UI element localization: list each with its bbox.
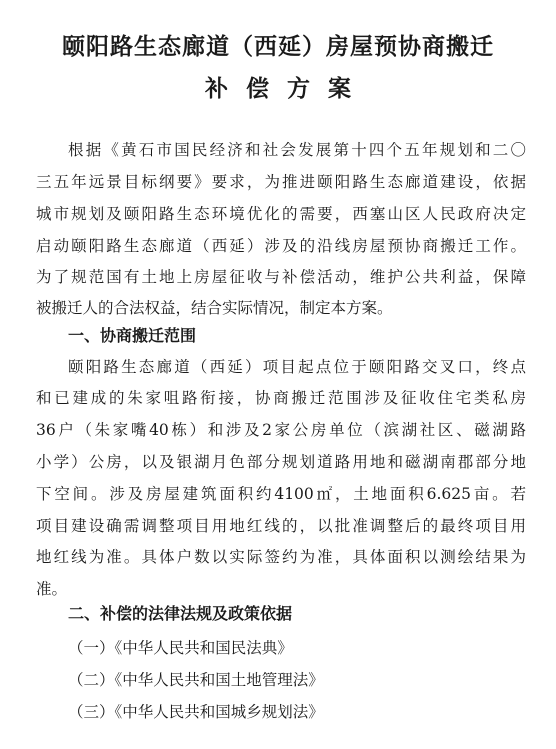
section1-line: 和已建成的朱家咀路衔接，协商搬迁范围涉及征收住宅类私房: [36, 389, 526, 407]
section1-line: 颐阳路生态廊道（西延）项目起点位于颐阳路交叉口，终点: [68, 358, 526, 376]
document-title: 颐阳路生态廊道（西延）房屋预协商搬迁: [62, 34, 494, 60]
section-heading: 二、补偿的法律法规及政策依据: [68, 604, 293, 623]
law-item: （二）《中华人民共和国土地管理法》: [68, 671, 324, 689]
section1-line: 小学）公房，以及银湖月色部分规划道路用地和磁湖南郡部分地: [36, 453, 526, 471]
intro-line: 根据《黄石市国民经济和社会发展第十四个五年规划和二〇: [68, 141, 526, 159]
intro-line: 启动颐阳路生态廊道（西延）涉及的沿线房屋预协商搬迁工作。: [36, 237, 526, 255]
intro-line: 三五年远景目标纲要》要求，为推进颐阳路生态廊道建设，依据: [36, 173, 526, 191]
law-item: （三）《中华人民共和国城乡规划法》: [68, 703, 324, 721]
section1-line: 项目建设确需调整项目用地红线的，以批准调整后的最终项目用: [36, 517, 526, 535]
section1-line: 36户（朱家嘴40栋）和涉及2家公房单位（滨湖社区、磁湖路: [36, 421, 526, 439]
intro-line: 为了规范国有土地上房屋征收与补偿活动，维护公共利益，保障: [36, 268, 526, 286]
intro-line: 城市规划及颐阳路生态环境优化的需要，西塞山区人民政府决定: [36, 205, 526, 223]
section1-line: 地红线为准。具体户数以实际签约为准，具体面积以测绘结果为: [36, 548, 526, 566]
law-item: （一）《中华人民共和国民法典》: [68, 639, 293, 657]
section1-line: 下空间。涉及房屋建筑面积约4100㎡，土地面积6.625亩。若: [36, 485, 526, 503]
section-heading: 一、协商搬迁范围: [68, 326, 197, 345]
section1-line: 准。: [36, 580, 68, 598]
document-subtitle: 补偿方案: [205, 76, 369, 102]
intro-line: 被搬迁人的合法权益，结合实际情况，制定本方案。: [36, 299, 393, 317]
